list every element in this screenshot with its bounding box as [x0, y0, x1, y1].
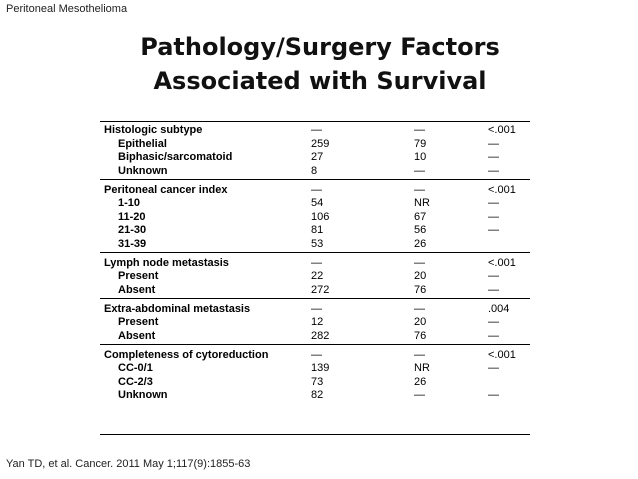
row-label: Unknown: [118, 389, 168, 401]
row-col-2: 79: [414, 137, 427, 150]
table-group-row: [100, 349, 530, 362]
table-row: [100, 389, 530, 402]
table-group-row: [100, 124, 530, 137]
row-p-value: —: [488, 137, 499, 150]
group-col-1: —: [311, 256, 322, 269]
row-col-1: 22: [311, 270, 324, 282]
row-col-1: 282: [311, 329, 330, 342]
table-row: [100, 165, 530, 178]
row-p-value: —: [488, 210, 499, 223]
group-col-1: —: [311, 302, 322, 315]
table-row: [100, 330, 530, 343]
row-col-1: 82: [311, 389, 324, 401]
row-col-1: 8: [311, 164, 318, 177]
group-col-2: —: [414, 348, 425, 361]
row-p-value: —: [488, 197, 499, 209]
group-p-value: <.001: [488, 348, 516, 361]
table-group-row: [100, 184, 530, 197]
row-col-2: 56: [414, 224, 427, 236]
group-col-1: —: [311, 348, 322, 361]
row-p-value: —: [488, 270, 499, 282]
group-divider-rule: [100, 252, 530, 253]
row-col-1: 139: [311, 362, 330, 374]
row-p-value: —: [488, 389, 499, 401]
row-p-value: —: [488, 329, 499, 342]
group-label: Extra-abdominal metastasis: [104, 302, 251, 315]
row-label: Unknown: [118, 164, 168, 177]
table-row: [100, 197, 530, 210]
row-col-1: 53: [311, 237, 324, 250]
row-label: Present: [118, 270, 159, 282]
table-row: [100, 138, 530, 151]
group-divider-rule: [100, 179, 530, 180]
row-p-value: —: [488, 164, 499, 177]
row-label: Absent: [118, 329, 156, 342]
group-col-2: —: [414, 302, 425, 315]
group-label: Peritoneal cancer index: [104, 183, 228, 196]
table-bottom-rule: [100, 434, 530, 435]
row-col-1: 272: [311, 283, 330, 296]
row-label: 11-20: [118, 210, 146, 223]
group-divider-rule: [100, 298, 530, 299]
table-row: [100, 316, 530, 329]
group-divider-rule: [100, 344, 530, 345]
row-col-2: 76: [414, 283, 427, 296]
title-line-2: Associated with Survival: [153, 67, 487, 95]
row-label: Epithelial: [118, 137, 167, 150]
row-col-2: NR: [414, 197, 430, 209]
row-label: CC-2/3: [118, 375, 153, 388]
row-label: Biphasic/sarcomatoid: [118, 151, 233, 163]
row-col-2: NR: [414, 362, 430, 374]
row-col-2: 26: [414, 237, 427, 250]
table-row: [100, 224, 530, 237]
row-col-2: 26: [414, 375, 427, 388]
table-group-row: [100, 303, 530, 316]
row-label: Present: [118, 316, 159, 328]
row-p-value: —: [488, 151, 499, 163]
group-p-value: <.001: [488, 124, 516, 136]
group-col-2: —: [414, 256, 425, 269]
group-p-value: <.001: [488, 256, 516, 269]
table-row: [100, 238, 530, 251]
row-p-value: —: [488, 362, 499, 374]
group-p-value: <.001: [488, 183, 516, 196]
row-col-1: 54: [311, 197, 324, 209]
row-p-value: —: [488, 283, 499, 296]
row-col-1: 73: [311, 375, 324, 388]
group-col-1: —: [311, 124, 322, 136]
row-col-2: 20: [414, 270, 427, 282]
group-col-2: —: [414, 124, 425, 136]
table-row: [100, 284, 530, 297]
group-label: Histologic subtype: [104, 124, 203, 136]
group-p-value: .004: [488, 302, 510, 315]
table-row: [100, 362, 530, 375]
title-line-1: Pathology/Surgery Factors: [140, 33, 500, 61]
citation: Yan TD, et al. Cancer. 2011 May 1;117(9):1855-63: [6, 458, 251, 470]
row-p-value: —: [488, 316, 499, 328]
row-p-value: —: [488, 224, 499, 236]
row-col-2: 10: [414, 151, 427, 163]
header-label: Peritoneal Mesothelioma: [6, 3, 128, 15]
row-col-1: 259: [311, 137, 330, 150]
table-row: [100, 151, 530, 164]
group-col-1: —: [311, 183, 322, 196]
row-col-1: 27: [311, 151, 324, 163]
slide-title: [100, 30, 540, 98]
row-col-2: 76: [414, 329, 427, 342]
table-row: [100, 211, 530, 224]
row-label: 21-30: [118, 224, 147, 236]
group-label: Completeness of cytoreduction: [104, 348, 269, 361]
row-col-2: —: [414, 389, 425, 401]
group-col-2: —: [414, 183, 425, 196]
row-label: Absent: [118, 283, 156, 296]
row-col-1: 106: [311, 210, 330, 223]
table-row: [100, 376, 530, 389]
row-label: 31-39: [118, 237, 147, 250]
row-label: CC-0/1: [118, 362, 153, 374]
table-group-row: [100, 257, 530, 270]
table-row: [100, 270, 530, 283]
row-col-2: —: [414, 164, 425, 177]
row-col-2: 67: [414, 210, 427, 223]
table-top-rule: [100, 121, 530, 122]
row-label: 1-10: [118, 197, 141, 209]
survival-factors-table: [100, 121, 530, 435]
row-col-1: 81: [311, 224, 324, 236]
group-label: Lymph node metastasis: [104, 256, 229, 269]
row-col-2: 20: [414, 316, 427, 328]
row-col-1: 12: [311, 316, 324, 328]
